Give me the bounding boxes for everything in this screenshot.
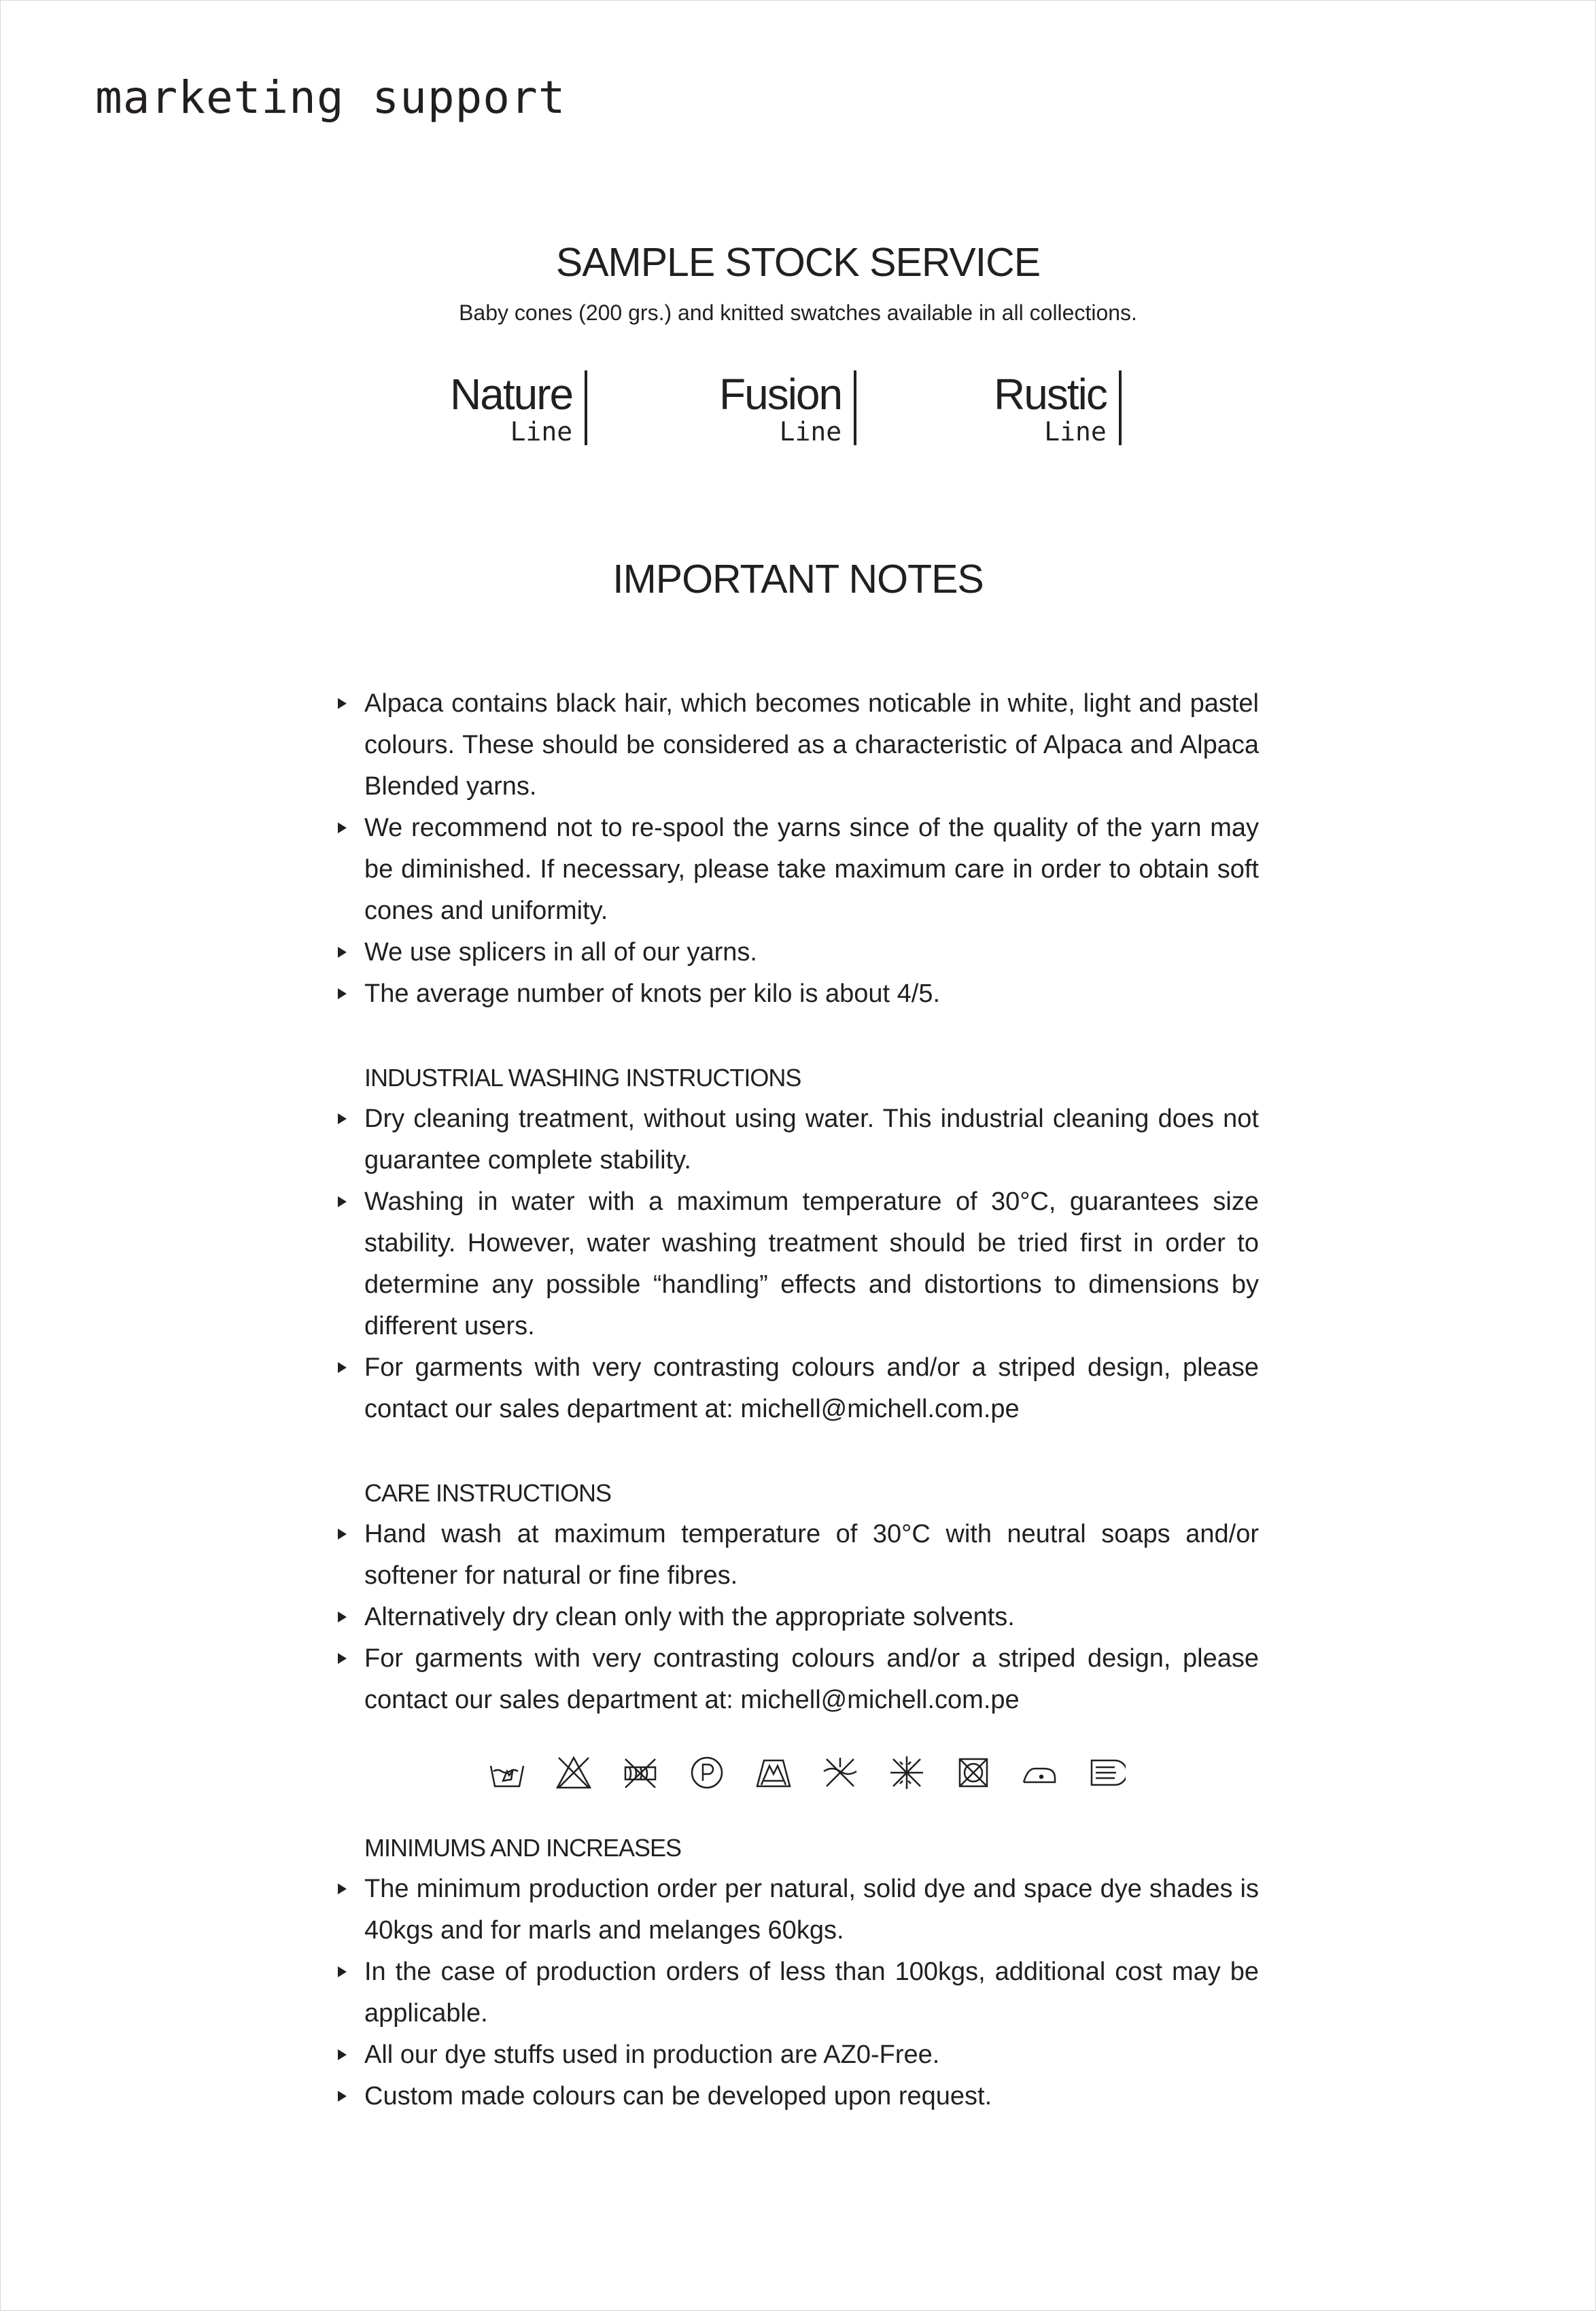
list-item: Hand wash at maximum temperature of 30°C with neutral soaps and/or softener for natural or fine fibres. [334, 1514, 1259, 1597]
line-logo-sub: Line [510, 417, 573, 447]
minimums-list [334, 1869, 1259, 2117]
product-lines [0, 370, 1596, 445]
list-item: The average number of knots per kilo is about 4/5. [334, 973, 1259, 1015]
care-instructions-list [334, 1514, 1259, 1721]
hand-wash-icon [488, 1754, 526, 1792]
line-logo-sub: Line [1044, 417, 1107, 447]
sample-stock-title: SAMPLE STOCK SERVICE [555, 240, 1041, 285]
list-item: Custom made colours can be developed upon request. [334, 2076, 1259, 2117]
nature-line-logo [450, 370, 587, 445]
do-not-bleach-icon [555, 1754, 593, 1792]
do-not-tumble-dry-icon [754, 1754, 793, 1792]
fusion-line-logo [719, 370, 856, 445]
industrial-washing-heading: INDUSTRIAL WASHING INSTRUCTIONS [364, 1064, 801, 1092]
list-item: Washing in water with a maximum temperature of 30°C, guarantees size stability. However, water washing treatment should be tried first in order to determine any possible “handling” effects and distortions to dimensions by different users. [334, 1181, 1259, 1347]
notes-content [334, 683, 1259, 2117]
list-item: We use splicers in all of our yarns. [334, 932, 1259, 973]
care-instructions-heading: CARE INSTRUCTIONS [364, 1479, 612, 1507]
section-label: marketing support [95, 71, 566, 124]
industrial-washing-list [334, 1098, 1259, 1430]
do-not-wring-icon [621, 1754, 659, 1792]
line-logo-name: Fusion [719, 370, 842, 419]
list-item: Alternatively dry clean only with the appropriate solvents. [334, 1597, 1259, 1638]
list-item: All our dye stuffs used in production are AZ0-Free. [334, 2034, 1259, 2076]
line-logo-name: Rustic [994, 370, 1107, 419]
dry-flat-in-shade-icon [1088, 1754, 1126, 1792]
line-logo-name: Nature [450, 370, 573, 419]
minimums-heading: MINIMUMS AND INCREASES [364, 1834, 682, 1862]
do-not-dry-flat-icon [821, 1754, 859, 1792]
list-item: In the case of production orders of less than 100kgs, additional cost may be applicable. [334, 1951, 1259, 2034]
general-notes-list [334, 683, 1259, 1015]
list-item: Alpaca contains black hair, which becomes noticable in white, light and pastel colours. These should be considered as a characteristic of Alpaca and Alpaca Blended yarns. [334, 683, 1259, 807]
list-item: For garments with very contrasting colours and/or a striped design, please contact our sales department at: michell@michell.com.pe [334, 1638, 1259, 1721]
list-item: For garments with very contrasting colours and/or a striped design, please contact our sales department at: michell@michell.com.pe [334, 1347, 1259, 1430]
important-notes-title: IMPORTANT NOTES [612, 557, 984, 602]
sample-stock-subtitle: Baby cones (200 grs.) and knitted swatches available in all collections. [459, 300, 1137, 325]
rustic-line-logo [994, 370, 1122, 445]
iron-low-icon [1021, 1754, 1059, 1792]
line-logo-sub: Line [779, 417, 842, 447]
list-item: The minimum production order per natural, solid dye and space dye shades is 40kgs and for marls and melanges 60kgs. [334, 1869, 1259, 1951]
list-item: We recommend not to re-spool the yarns since of the quality of the yarn may be diminished. If necessary, please take maximum care in order to obtain soft cones and uniformity. [334, 807, 1259, 932]
do-not-dry-clean-icon [954, 1754, 992, 1792]
list-item: Dry cleaning treatment, without using water. This industrial cleaning does not guarantee complete stability. [334, 1098, 1259, 1181]
care-symbols [334, 1754, 1259, 1792]
do-not-steam-icon [888, 1754, 926, 1792]
dry-clean-p-icon [688, 1754, 726, 1792]
